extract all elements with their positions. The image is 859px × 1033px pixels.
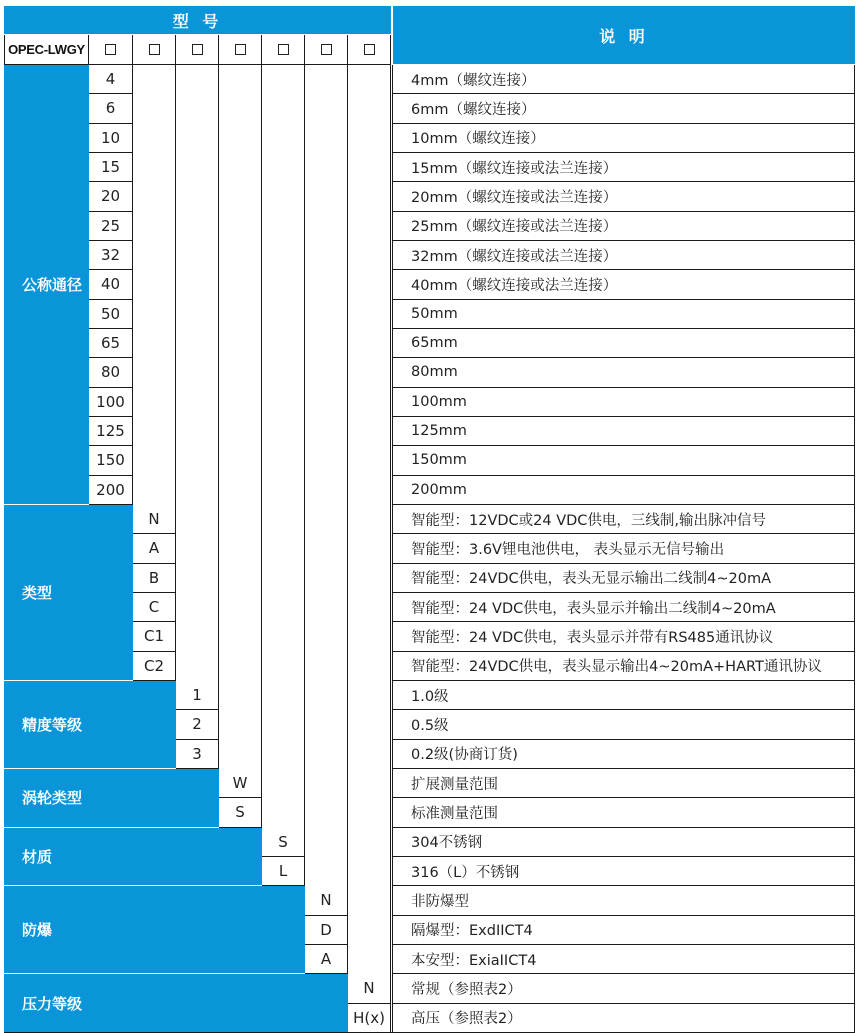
empty-column-cell <box>176 505 219 681</box>
option-code: 80 <box>89 358 133 387</box>
placeholder-box-icon <box>105 44 116 55</box>
empty-column-cell <box>176 65 219 505</box>
model-title-header: 型 号 <box>4 6 391 35</box>
option-code: A <box>133 534 176 563</box>
group-label-7: 压力等级 <box>4 974 348 1033</box>
group-label-2: 类型 <box>4 505 133 681</box>
option-code: 20 <box>89 182 133 211</box>
option-description: 316（L）不锈钢 <box>393 857 855 886</box>
option-code: L <box>262 857 305 886</box>
option-description: 智能型：24 VDC供电，表头显示并输出二线制4~20mA <box>393 593 855 622</box>
option-description: 150mm <box>393 446 855 475</box>
description-header: 说 明 <box>393 6 855 65</box>
option-description: 高压（参照表2） <box>393 1004 855 1033</box>
empty-column-cell <box>305 769 348 828</box>
empty-column-cell <box>348 65 391 505</box>
option-description: 65mm <box>393 329 855 358</box>
option-description: 智能型：12VDC或24 VDC供电，三线制,输出脉冲信号 <box>393 505 855 534</box>
option-description: 200mm <box>393 476 855 505</box>
option-code: C2 <box>133 652 176 681</box>
model-name-cell: OPEC-LWGY <box>4 35 89 65</box>
placeholder-box-icon <box>321 44 332 55</box>
option-code: N <box>133 505 176 534</box>
empty-column-cell <box>219 681 262 769</box>
option-code: 100 <box>89 388 133 417</box>
option-description: 40mm（螺纹连接或法兰连接） <box>393 270 855 299</box>
option-code: 150 <box>89 446 133 475</box>
option-code: 25 <box>89 212 133 241</box>
option-description: 80mm <box>393 358 855 387</box>
option-description: 1.0级 <box>393 681 855 710</box>
empty-column-cell <box>348 681 391 769</box>
option-code: 200 <box>89 476 133 505</box>
option-description: 10mm（螺纹连接） <box>393 124 855 153</box>
code-placeholder-5 <box>262 35 305 65</box>
empty-column-cell <box>133 65 176 505</box>
option-description: 32mm（螺纹连接或法兰连接） <box>393 241 855 270</box>
option-code: B <box>133 564 176 593</box>
code-placeholder-6 <box>305 35 348 65</box>
group-label-5: 材质 <box>4 828 262 887</box>
empty-column-cell <box>348 886 391 974</box>
option-code: S <box>219 798 262 827</box>
option-description: 常规（参照表2） <box>393 974 855 1003</box>
option-code: 50 <box>89 300 133 329</box>
empty-column-cell <box>348 769 391 828</box>
option-description: 304不锈钢 <box>393 828 855 857</box>
option-description: 智能型：24VDC供电，表头显示输出4~20mA+HART通讯协议 <box>393 652 855 681</box>
option-description: 20mm（螺纹连接或法兰连接） <box>393 182 855 211</box>
option-description: 15mm（螺纹连接或法兰连接） <box>393 153 855 182</box>
code-placeholder-3 <box>176 35 219 65</box>
empty-column-cell <box>262 769 305 828</box>
option-description: 智能型：3.6V锂电池供电， 表头显示无信号输出 <box>393 534 855 563</box>
option-description: 50mm <box>393 300 855 329</box>
option-description: 标准测量范围 <box>393 798 855 827</box>
empty-column-cell <box>262 65 305 505</box>
option-description: 非防爆型 <box>393 886 855 915</box>
group-label-1: 公称通径 <box>4 65 89 505</box>
option-code: 40 <box>89 270 133 299</box>
empty-column-cell <box>348 828 391 887</box>
option-code: N <box>348 974 391 1003</box>
option-code: 3 <box>176 740 219 769</box>
group-label-4: 涡轮类型 <box>4 769 219 828</box>
group-label-3: 精度等级 <box>4 681 176 769</box>
option-description: 125mm <box>393 417 855 446</box>
option-description: 智能型：24 VDC供电，表头显示并带有RS485通讯协议 <box>393 622 855 651</box>
option-code: 32 <box>89 241 133 270</box>
option-description: 0.2级(协商订货) <box>393 740 855 769</box>
option-code: 65 <box>89 329 133 358</box>
option-code: D <box>305 916 348 945</box>
group-label-6: 防爆 <box>4 886 305 974</box>
option-description: 25mm（螺纹连接或法兰连接） <box>393 212 855 241</box>
option-code: 10 <box>89 124 133 153</box>
code-placeholder-2 <box>133 35 176 65</box>
empty-column-cell <box>348 505 391 681</box>
option-code: H(x) <box>348 1004 391 1033</box>
option-code: A <box>305 945 348 974</box>
placeholder-box-icon <box>364 44 375 55</box>
code-placeholder-4 <box>219 35 262 65</box>
option-description: 智能型：24VDC供电，表头无显示输出二线制4~20mA <box>393 564 855 593</box>
option-code: 125 <box>89 417 133 446</box>
option-code: C <box>133 593 176 622</box>
empty-column-cell <box>305 681 348 769</box>
option-code: S <box>262 828 305 857</box>
empty-column-cell <box>219 65 262 505</box>
option-code: W <box>219 769 262 798</box>
option-description: 0.5级 <box>393 710 855 739</box>
empty-column-cell <box>262 681 305 769</box>
option-description: 6mm（螺纹连接） <box>393 94 855 123</box>
empty-column-cell <box>305 65 348 505</box>
option-code: 4 <box>89 65 133 94</box>
empty-column-cell <box>305 828 348 887</box>
option-code: 2 <box>176 710 219 739</box>
option-code: 1 <box>176 681 219 710</box>
empty-column-cell <box>219 505 262 681</box>
code-placeholder-1 <box>89 35 133 65</box>
option-description: 4mm（螺纹连接） <box>393 65 855 94</box>
placeholder-box-icon <box>235 44 246 55</box>
placeholder-box-icon <box>192 44 203 55</box>
option-code: N <box>305 886 348 915</box>
option-description: 隔爆型：ExdIICT4 <box>393 916 855 945</box>
option-description: 扩展测量范围 <box>393 769 855 798</box>
placeholder-box-icon <box>278 44 289 55</box>
empty-column-cell <box>262 505 305 681</box>
description-separator <box>392 65 393 1033</box>
option-code: 6 <box>89 94 133 123</box>
option-description: 本安型：ExiaIICT4 <box>393 945 855 974</box>
empty-column-cell <box>305 505 348 681</box>
option-description: 100mm <box>393 388 855 417</box>
option-code: C1 <box>133 622 176 651</box>
code-placeholder-7 <box>348 35 391 65</box>
placeholder-box-icon <box>149 44 160 55</box>
option-code: 15 <box>89 153 133 182</box>
